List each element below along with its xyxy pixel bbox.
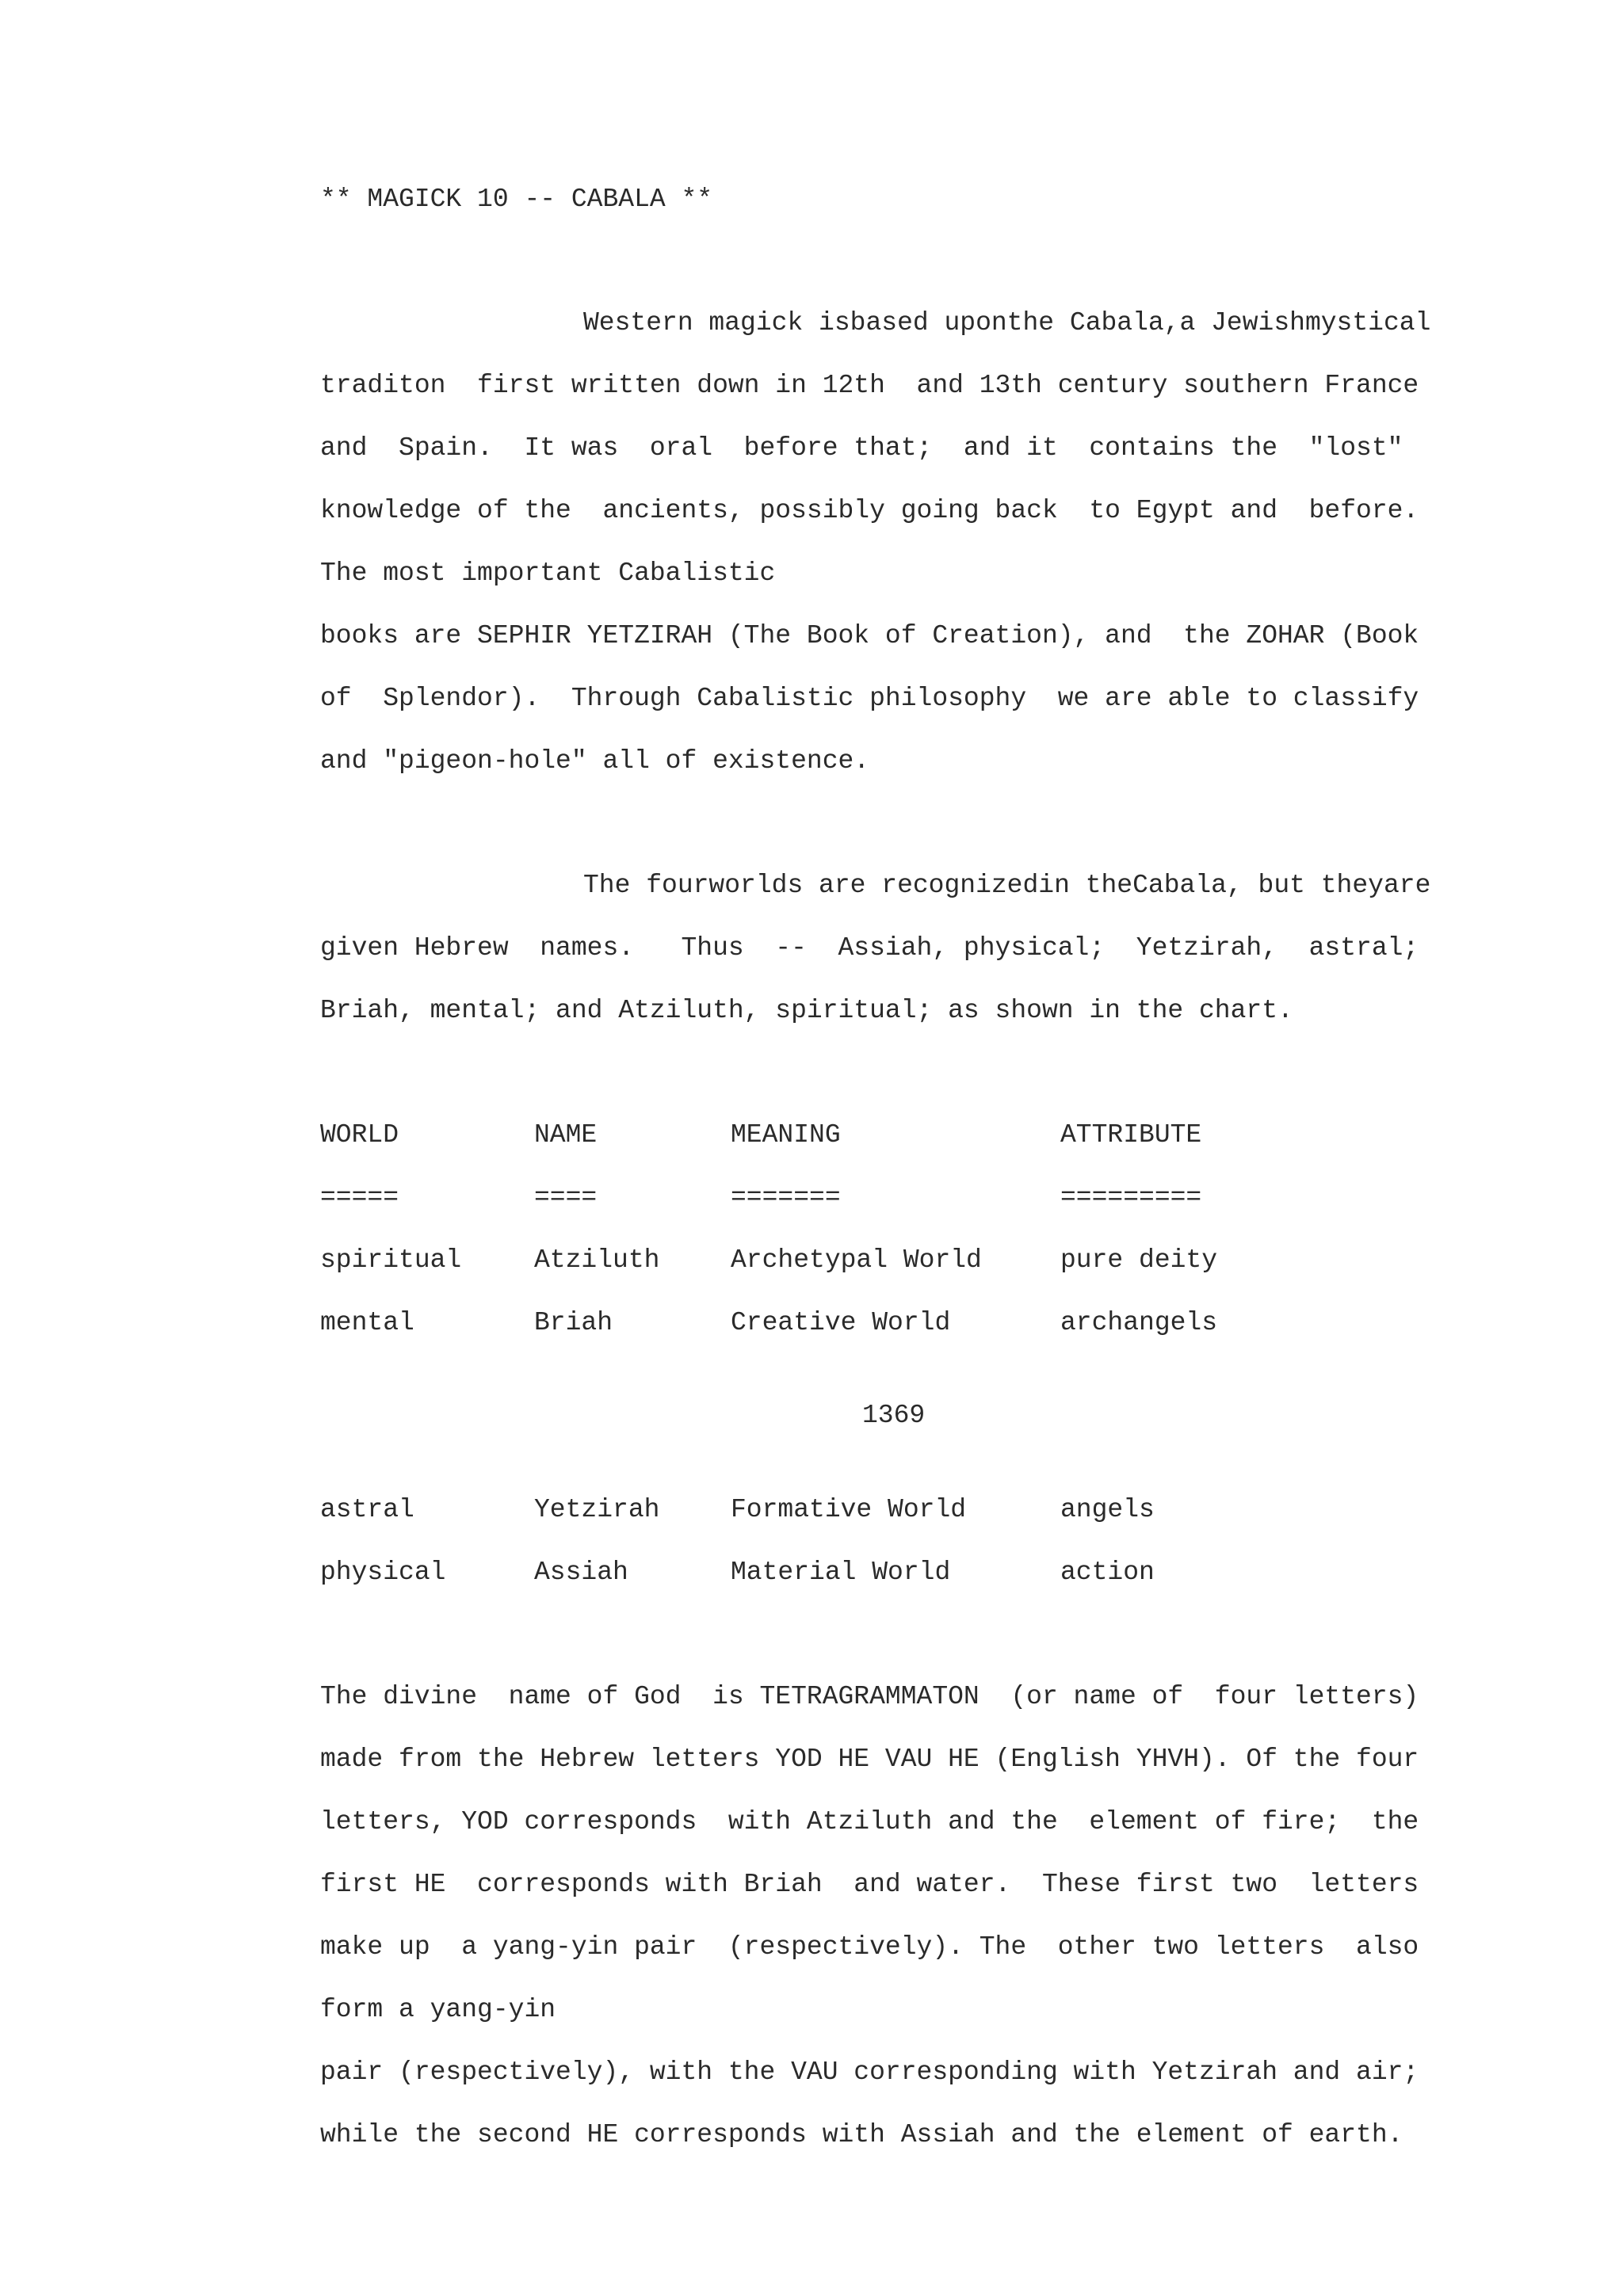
table-cell-meaning: Material World bbox=[731, 1558, 951, 1587]
paragraph-1-line-3: and Spain. It was oral before that; and it contains the "lost" bbox=[320, 433, 1403, 463]
table-underline: ===== bbox=[320, 1183, 399, 1212]
table-header-attribute: ATTRIBUTE bbox=[1060, 1120, 1202, 1150]
paragraph-3-line-7: pair (respectively), with the VAU corresponding with Yetzirah and air; bbox=[320, 2058, 1419, 2087]
table-underline: ========= bbox=[1060, 1183, 1202, 1212]
table-cell-attribute: archangels bbox=[1060, 1308, 1218, 1337]
page-number: 1369 bbox=[862, 1401, 926, 1430]
table-cell-attribute: angels bbox=[1060, 1495, 1155, 1524]
table-cell-name: Briah bbox=[534, 1308, 613, 1337]
table-cell-name: Assiah bbox=[534, 1558, 628, 1587]
document-title: ** MAGICK 10 -- CABALA ** bbox=[320, 185, 713, 214]
paragraph-1-line-7: of Splendor). Through Cabalistic philosophy we are able to classify bbox=[320, 684, 1419, 713]
paragraph-3-line-1: The divine name of God is TETRAGRAMMATON (or name of four letters) bbox=[320, 1682, 1419, 1711]
paragraph-2-line-2: given Hebrew names. Thus -- Assiah, physical; Yetzirah, astral; bbox=[320, 933, 1419, 963]
paragraph-1-line-6: books are SEPHIR YETZIRAH (The Book of Creation), and the ZOHAR (Book bbox=[320, 621, 1419, 650]
paragraph-2-line-1: The fourworlds are recognizedin theCabala, but theyare bbox=[583, 871, 1431, 900]
table-header-name: NAME bbox=[534, 1120, 598, 1150]
table-cell-world: spiritual bbox=[320, 1245, 462, 1275]
table-cell-meaning: Formative World bbox=[731, 1495, 967, 1524]
paragraph-1-line-1: Western magick isbased uponthe Cabala,a Jewishmystical bbox=[583, 308, 1431, 338]
table-cell-meaning: Archetypal World bbox=[731, 1245, 982, 1275]
table-header-world: WORLD bbox=[320, 1120, 399, 1150]
table-cell-attribute: action bbox=[1060, 1558, 1155, 1587]
table-cell-world: astral bbox=[320, 1495, 414, 1524]
table-cell-name: Yetzirah bbox=[534, 1495, 660, 1524]
paragraph-1-line-8: and "pigeon-hole" all of existence. bbox=[320, 746, 870, 776]
paragraph-3-line-2: made from the Hebrew letters YOD HE VAU HE (English YHVH). Of the four bbox=[320, 1745, 1419, 1774]
table-cell-meaning: Creative World bbox=[731, 1308, 951, 1337]
paragraph-3-line-6: form a yang-yin bbox=[320, 1995, 556, 2024]
paragraph-1-line-5: The most important Cabalistic bbox=[320, 559, 776, 588]
paragraph-3-line-5: make up a yang-yin pair (respectively). The other two letters also bbox=[320, 1932, 1419, 1962]
table-cell-world: physical bbox=[320, 1558, 446, 1587]
paragraph-1-line-4: knowledge of the ancients, possibly going back to Egypt and before. bbox=[320, 496, 1419, 525]
table-cell-attribute: pure deity bbox=[1060, 1245, 1218, 1275]
table-underline: ==== bbox=[534, 1183, 598, 1212]
paragraph-3-line-4: first HE corresponds with Briah and water. These first two letters bbox=[320, 1870, 1419, 1899]
paragraph-1-line-2: traditon first written down in 12th and 13th century southern France bbox=[320, 371, 1419, 400]
paragraph-3-line-8: while the second HE corresponds with Assiah and the element of earth. bbox=[320, 2120, 1403, 2149]
table-underline: ======= bbox=[731, 1183, 841, 1212]
table-cell-world: mental bbox=[320, 1308, 414, 1337]
table-header-meaning: MEANING bbox=[731, 1120, 841, 1150]
paragraph-2-line-3: Briah, mental; and Atziluth, spiritual; as shown in the chart. bbox=[320, 996, 1293, 1025]
table-cell-name: Atziluth bbox=[534, 1245, 660, 1275]
paragraph-3-line-3: letters, YOD corresponds with Atziluth and the element of fire; the bbox=[320, 1807, 1419, 1836]
